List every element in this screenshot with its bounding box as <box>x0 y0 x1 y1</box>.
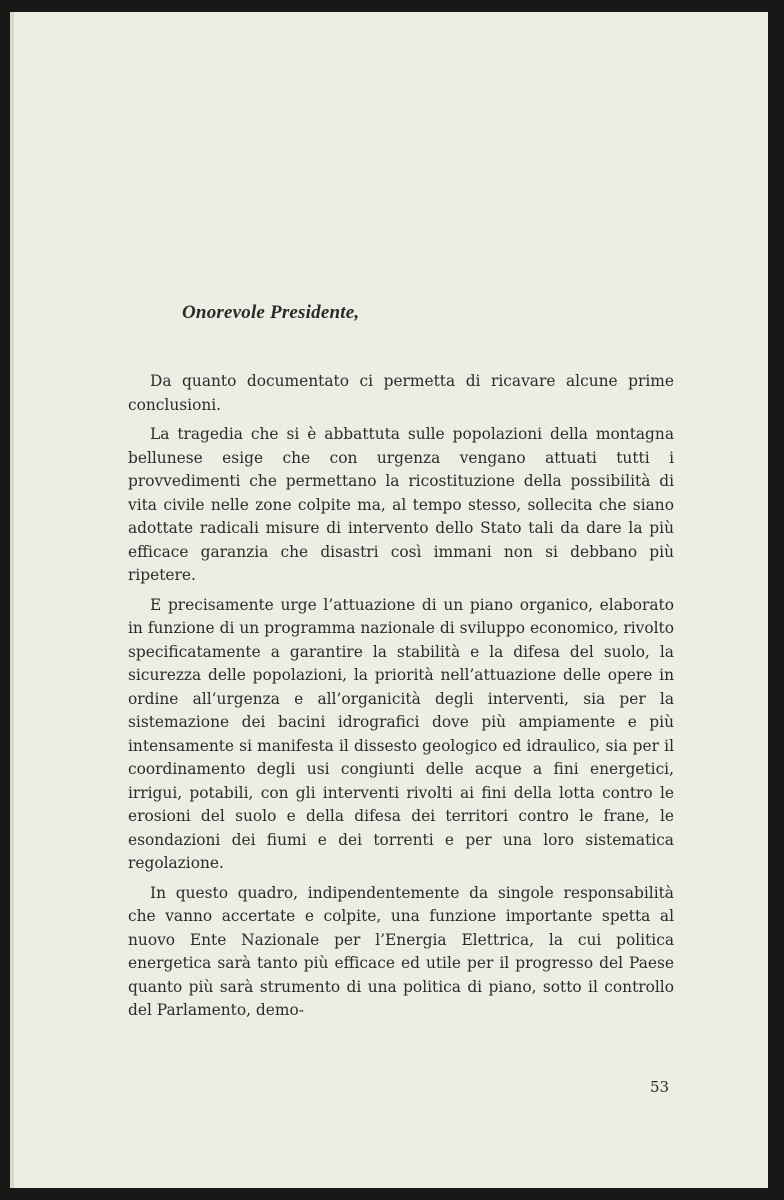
paragraph-4: In questo quadro, indipendentemente da singole responsabilità che vanno accertate e colpite, una funzione importante spetta al nuovo Ente Nazionale per l’Energia Elettrica, la cui politica energetica sarà tanto più efficace ed utile per il progresso del Paese quanto più sarà strumento di una politica di piano, sotto il controllo del Parlamento, demo- <box>128 883 674 1019</box>
paragraph-2: La tragedia che si è abbattuta sulle popolazioni della montagna bellunese esige che con urgenza vengano attuati tutti i provvedimenti che permettano la ricostituzione della possibilità di vita civile nelle zone colpite ma, al tempo stesso, sollecita che siano adottate radicali misure di intervento dello Stato tali da dare la più efficace garanzia che disastri così immani non si debbano più ripetere. <box>128 425 674 584</box>
paragraph-3: E precisamente urge l’attuazione di un piano organico, elaborato in funzione di un programma nazionale di sviluppo economico, rivolto specificatamente a garantire la stabilità e la difesa del suolo, la sicurezza delle popolazioni, la priorità nell’attuazione delle opere in ordine all’urgenza e all’organicità degli interventi, sia per la sistemazione dei bacini idrografici dove più ampiamente e più intensamente si manifesta il dissesto geologico ed idraulico, sia per il coordinamento degli usi congiunti delle acque a fini energetici, irrigui, potabili, con gli interventi rivolti ai fini della lotta contro le erosioni del suolo e della difesa dei territori contro le frane, le esondazioni dei fiumi e dei torrenti e per una loro sistematica regolazione. <box>128 595 674 872</box>
document-page <box>10 12 768 1188</box>
salutation: Onorevole Presidente, <box>182 302 360 323</box>
paragraph-1: Da quanto documentato ci permetta di ricavare alcune prime conclusioni. <box>128 372 674 414</box>
page-number: 53 <box>650 1078 670 1096</box>
body-text <box>128 370 674 1029</box>
